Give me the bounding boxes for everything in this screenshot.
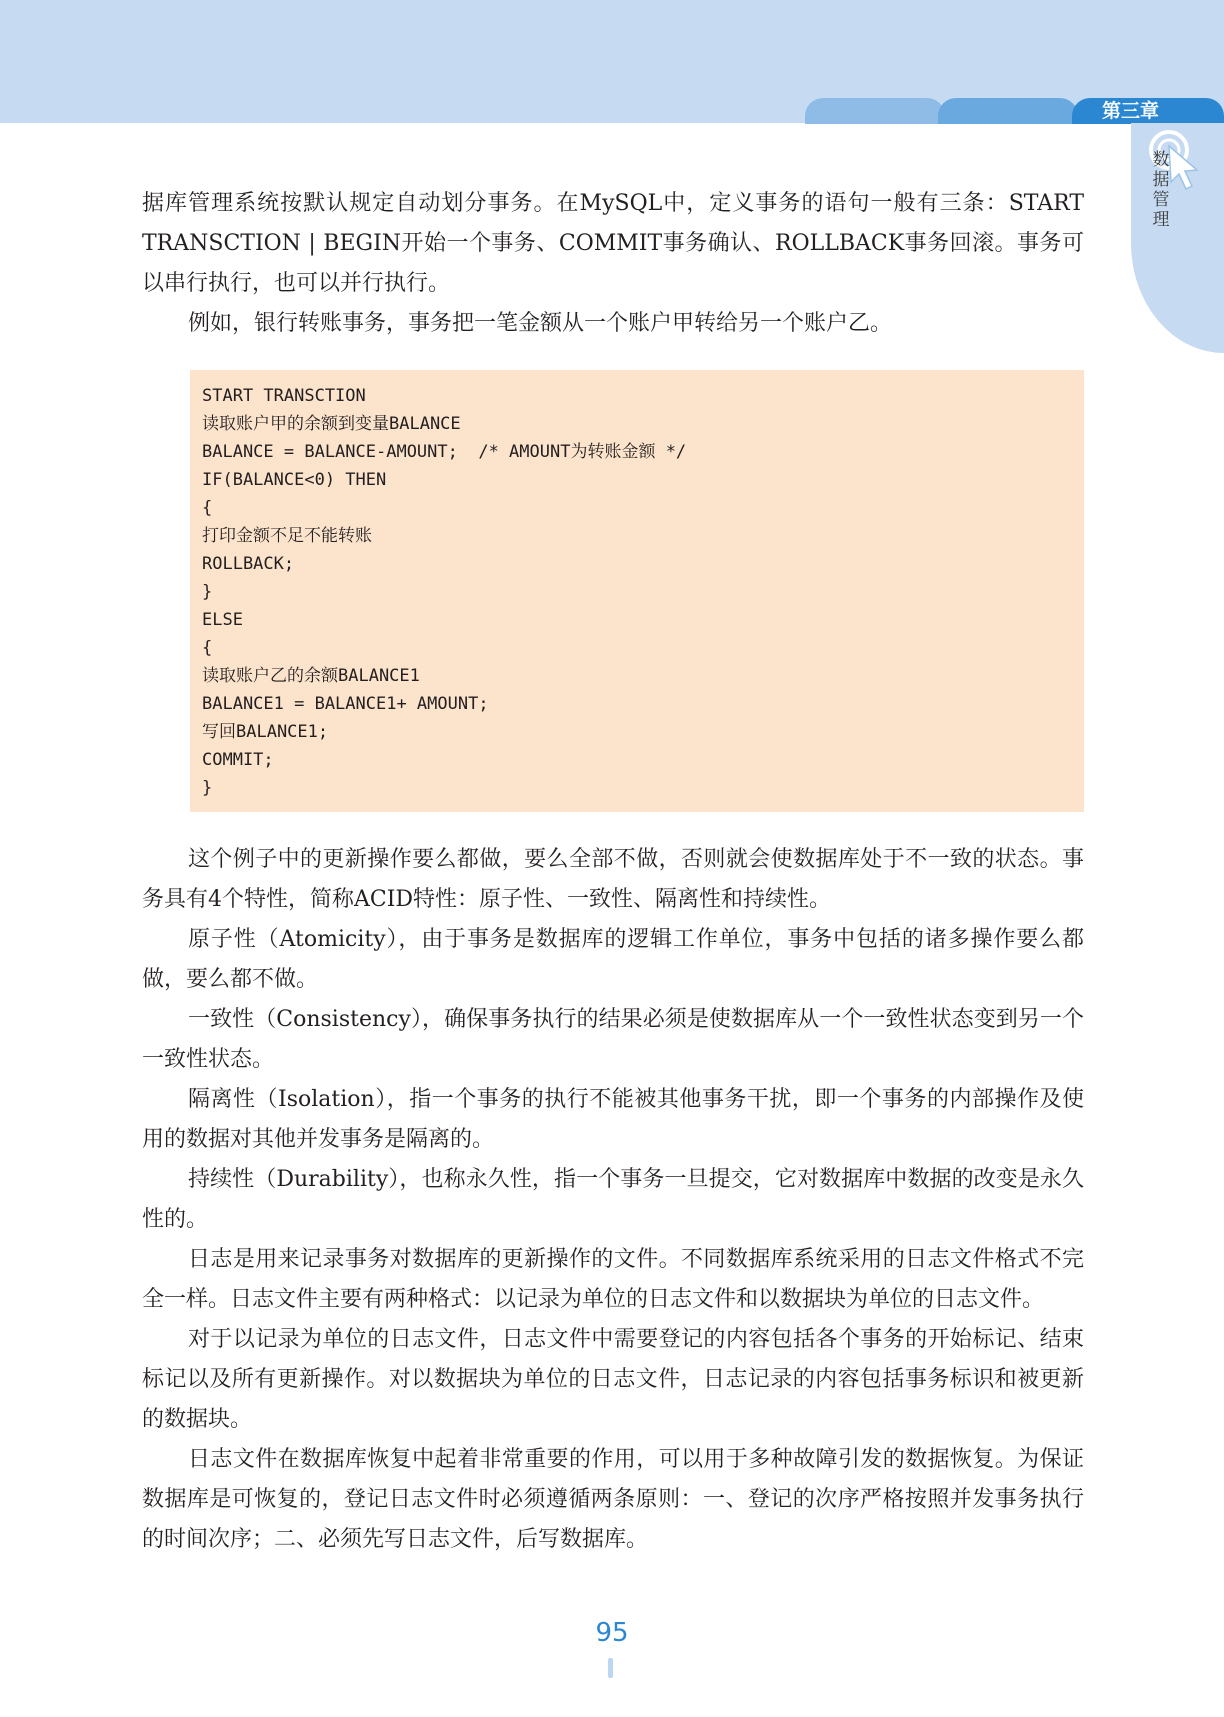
code-line: START TRANSCTION [202,386,366,406]
chapter-tab: 第三章 [1072,98,1224,124]
code-line: { [202,638,213,658]
page-content [142,184,1084,1560]
code-line: { [202,498,213,518]
page-number-marker [608,1658,613,1678]
code-line: } [202,582,213,602]
code-line: BALANCE1 = BALANCE1+ AMOUNT; [202,694,489,714]
page-number: 95 [595,1618,629,1648]
code-line: 打印金额不足不能转账 [202,526,372,546]
body-paragraph: 隔离性（Isolation），指一个事务的执行不能被其他事务干扰，即一个事务的内部操作及使用的数据对其他并发事务是隔离的。 [142,1087,1084,1152]
code-line: COMMIT; [202,750,274,770]
code-line: 读取账户乙的余额BALANCE1 [202,666,420,686]
body-paragraph: 这个例子中的更新操作要么都做，要么全部不做，否则就会使数据库处于不一致的状态。事务具有4个特性，简称ACID特性：原子性、一致性、隔离性和持续性。 [142,847,1084,912]
body-paragraph: 日志是用来记录事务对数据库的更新操作的文件。不同数据库系统采用的日志文件格式不完全一样。日志文件主要有两种格式：以记录为单位的日志文件和以数据块为单位的日志文件。 [142,1247,1084,1312]
side-label-char: 理 [1152,210,1170,230]
code-block [190,370,1084,812]
body-paragraph: 日志文件在数据库恢复中起着非常重要的作用，可以用于多种故障引发的数据恢复。为保证数据库是可恢复的，登记日志文件时必须遵循两条原则：一、登记的次序严格按照并发事务执行的时间次序；二、必须先写日志文件，后写数据库。 [142,1447,1084,1552]
code-line: 读取账户甲的余额到变量BALANCE [202,414,461,434]
side-label-char: 管 [1152,190,1170,210]
code-line: ROLLBACK; [202,554,295,574]
body-paragraph: 原子性（Atomicity），由于事务是数据库的逻辑工作单位，事务中包括的诸多操作要么都做，要么都不做。 [142,927,1084,992]
body-paragraph: 一致性（Consistency），确保事务执行的结果必须是使数据库从一个一致性状态变到另一个一致性状态。 [142,1007,1084,1072]
side-label-char: 据 [1152,170,1170,190]
code-line: 写回BALANCE1; [202,722,329,742]
body-paragraph: 持续性（Durability），也称永久性，指一个事务一旦提交，它对数据库中数据的改变是永久性的。 [142,1167,1084,1232]
chapter-side-label [1150,150,1172,230]
code-line: BALANCE = BALANCE-AMOUNT; /* AMOUNT为转账金额 */ [202,442,687,462]
body-paragraph: 对于以记录为单位的日志文件，日志文件中需要登记的内容包括各个事务的开始标记、结束标记以及所有更新操作。对以数据块为单位的日志文件，日志记录的内容包括事务标识和被更新的数据块。 [142,1327,1084,1432]
code-line: IF(BALANCE<0) THEN [202,470,387,490]
intro-paragraph: 据库管理系统按默认规定自动划分事务。在MySQL中，定义事务的语句一般有三条：START TRANSCTION | BEGIN开始一个事务、COMMIT事务确认、ROLLBACK事务回滚。事务可以串行执行，也可以并行执行。 [142,191,1084,296]
header-tab-decoration [938,98,1078,124]
example-paragraph: 例如，银行转账事务，事务把一笔金额从一个账户甲转给另一个账户乙。 [188,311,893,336]
side-label-char: 数 [1152,150,1170,170]
code-line: ELSE [202,610,243,630]
code-line: } [202,778,213,798]
header-tab-decoration [805,98,945,124]
